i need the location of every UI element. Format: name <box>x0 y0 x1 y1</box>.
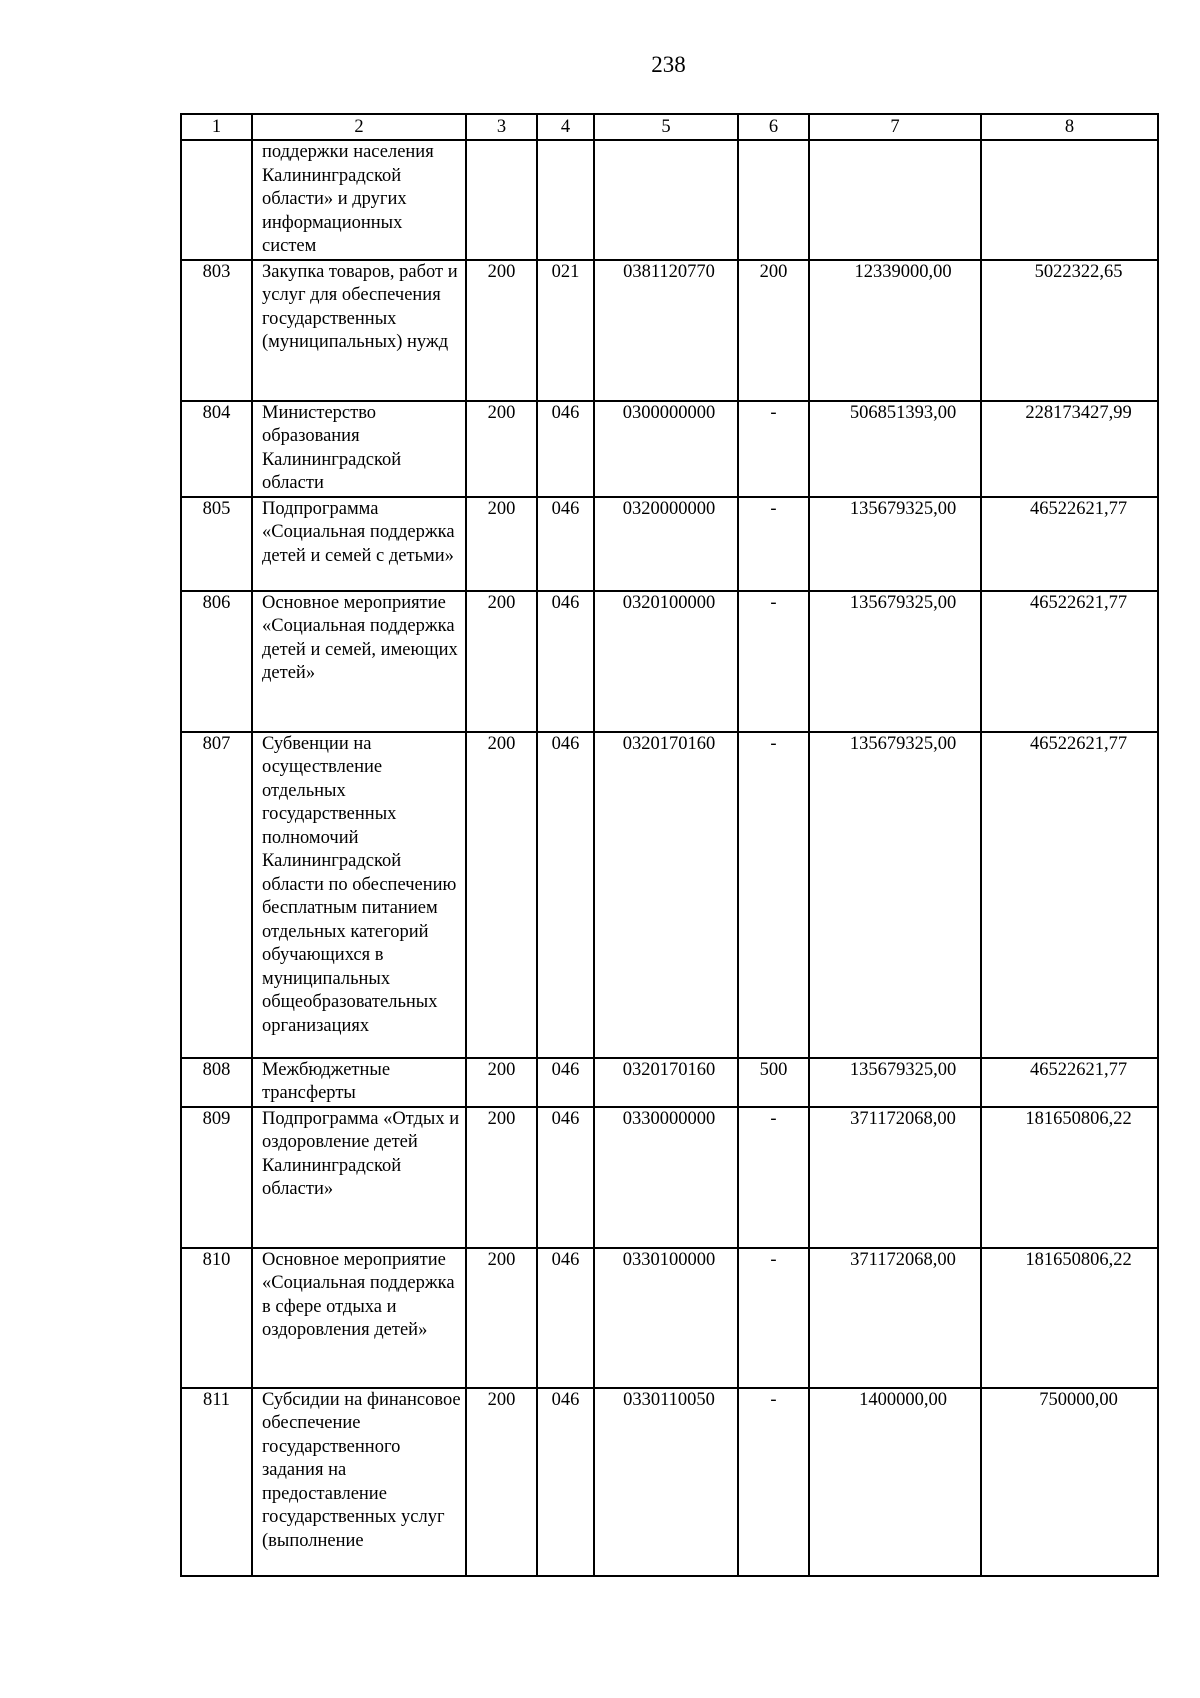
table-row <box>181 1107 1158 1248</box>
row-name: Субсидии на финансовое обеспечение государственного задания на предоставление государственных услуг (выполнение <box>252 1388 466 1576</box>
cell-col6: - <box>738 1107 809 1248</box>
cell-col7: 371172068,00 <box>809 1107 981 1248</box>
table-row <box>181 497 1158 591</box>
column-header: 5 <box>594 114 738 140</box>
page-number: 238 <box>651 52 686 77</box>
cell-col7 <box>809 140 981 260</box>
cell-col6: 500 <box>738 1058 809 1107</box>
cell-col3: 200 <box>466 497 537 591</box>
row-number: 803 <box>181 260 252 401</box>
column-header: 3 <box>466 114 537 140</box>
cell-col7: 135679325,00 <box>809 591 981 732</box>
row-number: 805 <box>181 497 252 591</box>
cell-col8: 181650806,22 <box>981 1107 1158 1248</box>
cell-col3: 200 <box>466 1248 537 1388</box>
row-number: 807 <box>181 732 252 1058</box>
row-name: Министерство образования Калининградской области <box>252 401 466 497</box>
table-row <box>181 260 1158 401</box>
cell-col4: 021 <box>537 260 594 401</box>
table-row <box>181 401 1158 497</box>
column-header: 1 <box>181 114 252 140</box>
column-header: 8 <box>981 114 1158 140</box>
cell-col4: 046 <box>537 1388 594 1576</box>
cell-col7: 1400000,00 <box>809 1388 981 1576</box>
cell-col4 <box>537 140 594 260</box>
cell-col3: 200 <box>466 401 537 497</box>
cell-col8: 46522621,77 <box>981 1058 1158 1107</box>
cell-col7: 135679325,00 <box>809 732 981 1058</box>
cell-col3: 200 <box>466 1388 537 1576</box>
cell-col5 <box>594 140 738 260</box>
cell-col6: - <box>738 401 809 497</box>
cell-col4: 046 <box>537 591 594 732</box>
cell-col3: 200 <box>466 1058 537 1107</box>
cell-col5: 0320100000 <box>594 591 738 732</box>
table-row <box>181 591 1158 732</box>
cell-col4: 046 <box>537 401 594 497</box>
cell-col3: 200 <box>466 591 537 732</box>
cell-col8: 228173427,99 <box>981 401 1158 497</box>
cell-col6: - <box>738 591 809 732</box>
cell-col7: 135679325,00 <box>809 1058 981 1107</box>
row-name: Подпрограмма «Социальная поддержка детей и семей с детьми» <box>252 497 466 591</box>
cell-col7: 135679325,00 <box>809 497 981 591</box>
column-header: 6 <box>738 114 809 140</box>
row-name: Субвенции на осуществление отдельных государственных полномочий Калининградской области по обеспечению бесплатным питанием отдельных категорий обучающихся в муниципальных общеобразовательных организациях <box>252 732 466 1058</box>
table-row <box>181 1248 1158 1388</box>
cell-col5: 0320170160 <box>594 1058 738 1107</box>
column-header: 7 <box>809 114 981 140</box>
table-row <box>181 1388 1158 1576</box>
cell-col4: 046 <box>537 1248 594 1388</box>
cell-col8: 750000,00 <box>981 1388 1158 1576</box>
cell-col4: 046 <box>537 497 594 591</box>
table-row <box>181 732 1158 1058</box>
cell-col4: 046 <box>537 1058 594 1107</box>
budget-table <box>180 113 1159 1577</box>
row-name: Основное мероприятие «Социальная поддержка в сфере отдыха и оздоровления детей» <box>252 1248 466 1388</box>
table-row <box>181 140 1158 260</box>
cell-col8: 46522621,77 <box>981 591 1158 732</box>
cell-col8: 181650806,22 <box>981 1248 1158 1388</box>
cell-col6: - <box>738 1388 809 1576</box>
cell-col6: 200 <box>738 260 809 401</box>
cell-col6 <box>738 140 809 260</box>
cell-col6: - <box>738 1248 809 1388</box>
cell-col3: 200 <box>466 732 537 1058</box>
row-number <box>181 140 252 260</box>
column-header: 2 <box>252 114 466 140</box>
row-number: 808 <box>181 1058 252 1107</box>
row-name: Межбюджетные трансферты <box>252 1058 466 1107</box>
table-row <box>181 1058 1158 1107</box>
cell-col5: 0320000000 <box>594 497 738 591</box>
row-name: Основное мероприятие «Социальная поддержка детей и семей, имеющих детей» <box>252 591 466 732</box>
cell-col6: - <box>738 497 809 591</box>
table-header-row <box>181 114 1158 140</box>
cell-col5: 0330110050 <box>594 1388 738 1576</box>
cell-col7: 371172068,00 <box>809 1248 981 1388</box>
row-name: Подпрограмма «Отдых и оздоровление детей Калининградской области» <box>252 1107 466 1248</box>
cell-col3: 200 <box>466 260 537 401</box>
cell-col7: 12339000,00 <box>809 260 981 401</box>
cell-col4: 046 <box>537 732 594 1058</box>
cell-col8: 5022322,65 <box>981 260 1158 401</box>
cell-col5: 0320170160 <box>594 732 738 1058</box>
cell-col5: 0330100000 <box>594 1248 738 1388</box>
row-name: Закупка товаров, работ и услуг для обеспечения государственных (муниципальных) нужд <box>252 260 466 401</box>
row-number: 806 <box>181 591 252 732</box>
cell-col5: 0300000000 <box>594 401 738 497</box>
cell-col3 <box>466 140 537 260</box>
cell-col5: 0381120770 <box>594 260 738 401</box>
cell-col8: 46522621,77 <box>981 732 1158 1058</box>
cell-col8 <box>981 140 1158 260</box>
cell-col8: 46522621,77 <box>981 497 1158 591</box>
cell-col5: 0330000000 <box>594 1107 738 1248</box>
cell-col7: 506851393,00 <box>809 401 981 497</box>
cell-col4: 046 <box>537 1107 594 1248</box>
row-name: поддержки населения Калининградской области» и других информационных систем <box>252 140 466 260</box>
row-number: 810 <box>181 1248 252 1388</box>
cell-col3: 200 <box>466 1107 537 1248</box>
cell-col6: - <box>738 732 809 1058</box>
row-number: 809 <box>181 1107 252 1248</box>
row-number: 811 <box>181 1388 252 1576</box>
row-number: 804 <box>181 401 252 497</box>
column-header: 4 <box>537 114 594 140</box>
